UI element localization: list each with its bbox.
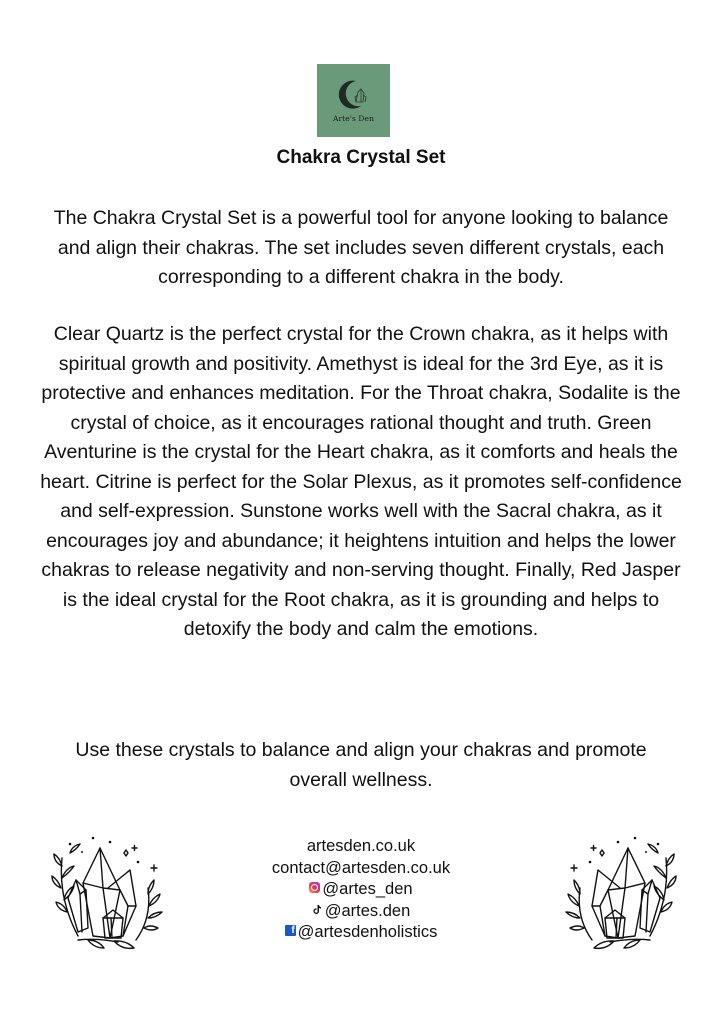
crystal-cluster-illustration [48, 828, 168, 954]
website-link[interactable]: artesden.co.uk [306, 837, 416, 855]
email-link[interactable]: contact@artesden.co.uk [271, 858, 451, 877]
facebook-handle: @artesdenholistics [297, 923, 438, 941]
intro-paragraph: The Chakra Crystal Set is a powerful tool for anyone looking to balance and align their chakras. The set includes seven different crystals, each corresponding to a different chakra in the body. [53, 207, 669, 288]
instagram-handle-row[interactable] [200, 879, 522, 901]
instagram-handle: @artes_den [322, 880, 413, 898]
contact-footer [200, 836, 522, 944]
closing-paragraph: Use these crystals to balance and align your chakras and promote overall wellness. [75, 739, 647, 791]
tiktok-icon [312, 904, 323, 915]
brand-logo [317, 64, 390, 137]
instagram-icon [309, 882, 320, 893]
page-title: Chakra Crystal Set [276, 147, 446, 168]
facebook-icon: f [285, 925, 296, 936]
crystal-cluster-illustration-mirrored [560, 828, 680, 954]
tiktok-handle-row[interactable] [200, 901, 522, 923]
facebook-handle-row[interactable] [200, 922, 522, 944]
brand-name: Arte's Den [332, 114, 375, 123]
tiktok-handle: @artes.den [324, 901, 411, 920]
crystals-paragraph: Clear Quartz is the perfect crystal for the Crown chakra, as it helps with spiritual growth and positivity. Amethyst is ideal for the 3rd Eye, as it is protective and enhances meditation. For the Throat chakra, Sodalite is the crystal of choice, as it encourages rational thought and truth. Green Aventurine is the crystal for the Heart chakra, as it comforts and heals the heart. Citrine is perfect for the Solar Plexus, as it promotes self-confidence and self-expression. Sunstone works well with the Sacral chakra, as it encourages joy and abundance; it heightens intuition and helps the lower chakras to release negativity and non-serving thought. Finally, Red Jasper is the ideal crystal for the Root chakra, as it is grounding and helps to detoxify the body and calm the emotions. [40, 323, 682, 640]
crescent-moon-crystal-icon [337, 78, 371, 112]
